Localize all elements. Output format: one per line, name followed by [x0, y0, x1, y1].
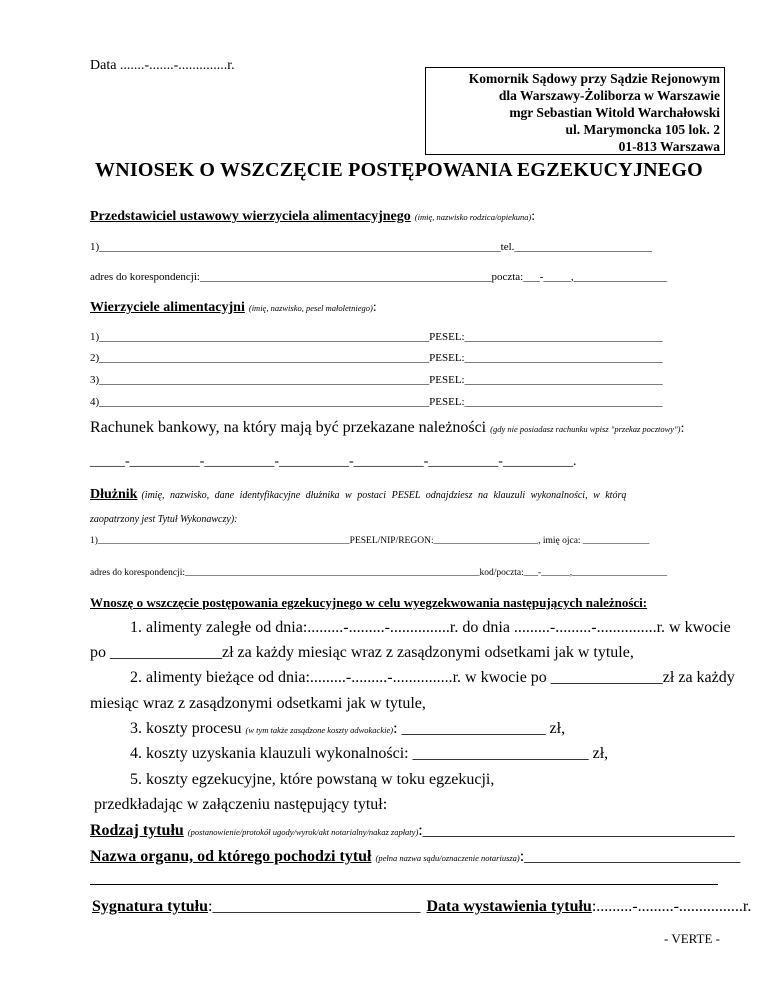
bailiff-address-line: mgr Sebastian Witold Warchałowski	[509, 105, 720, 120]
request-item-3[interactable]	[130, 720, 565, 738]
debtor-address-line[interactable]: adres do korespondencji:______________________________________________________________kod/poczta:___-______,____________________	[90, 568, 668, 578]
colon: :	[531, 209, 536, 224]
issuer-extra-line[interactable]	[90, 884, 718, 885]
creditors-hint: (imię, nazwisko, pesel małoletniego)	[248, 303, 373, 313]
attachment-intro: przedkładając w załączeniu następujący tytuł:	[94, 796, 388, 813]
bank-hint: (gdy nie posiadasz rachunku wpisz "przekaz pocztowy")	[490, 424, 681, 434]
request-item-4[interactable]: 4. koszty uzyskania klauzuli wykonalności: ______________________ zł,	[130, 745, 609, 762]
date-line: Data .......-.......-..............r.	[90, 58, 235, 73]
issue-date-label: Data wystawienia tytułu	[426, 898, 592, 915]
issuer-hint: (pełna nazwa sądu/oznaczenie notariusza)	[375, 853, 520, 863]
colon: :	[680, 421, 685, 436]
debtor-heading: Dłużnik	[90, 487, 138, 502]
creditor-row[interactable]: 2)____________________________________________________________PESEL:____________________________________	[90, 352, 663, 364]
verte-footer: - VERTE -	[663, 931, 720, 946]
title-type-hint: (postanowienie/protokół ugody/wyrok/akt notarialny/nakaz zapłaty)	[187, 827, 419, 837]
bailiff-address-line: 01-813 Warszawa	[618, 139, 720, 154]
bank-row	[90, 419, 684, 437]
representative-heading-row	[90, 207, 535, 225]
representative-heading: Przedstawiciel ustawowy wierzyciela alimentacyjnego	[90, 209, 411, 224]
request-item-2[interactable]: 2. alimenty bieżące od dnia:.........-.........-...............r. w kwocie po ______________zł za każdy	[130, 669, 735, 686]
creditor-row[interactable]: 3)____________________________________________________________PESEL:____________________________________	[90, 374, 663, 386]
representative-hint: (imię, nazwisko rodzica/opiekuna)	[414, 212, 532, 222]
debtor-hint-continuation: zaopatrzony jest Tytuł Wykonawczy):	[90, 514, 238, 525]
colon: :	[372, 300, 377, 315]
issuer-field[interactable]: :___________________________	[519, 848, 741, 865]
bank-label: Rachunek bankowy, na który mają być przekazane należności	[90, 419, 487, 436]
title-type-label: Rodzaj tytułu	[90, 822, 184, 839]
issue-date-field[interactable]: :.........-.........-................r.	[591, 898, 752, 915]
request-item-1[interactable]: 1. alimenty zaległe od dnia:.........-.........-...............r. do dnia .........-.........-...............r. w kwocie	[130, 619, 731, 636]
bank-account-line[interactable]: _____-__________-__________-__________-__________-__________-__________.	[90, 454, 577, 469]
request-item-1-continuation[interactable]: po ______________zł za każdy miesiąc wraz z zasądzonymi odsetkami jak w tytule,	[90, 644, 634, 661]
bailiff-address-line: Komornik Sądowy przy Sądzie Rejonowym	[468, 71, 720, 86]
title-type-row[interactable]	[90, 822, 735, 840]
creditor-row[interactable]: 1)____________________________________________________________PESEL:____________________________________	[90, 331, 663, 343]
item-3-amount[interactable]: : __________________ zł,	[393, 720, 566, 737]
bailiff-address-line: ul. Marymoncka 105 lok. 2	[565, 122, 720, 137]
item-3-hint: (w tym także zasądzone koszty adwokackie)	[245, 725, 394, 735]
representative-line[interactable]: 1)_________________________________________________________________________tel._________________________	[90, 241, 652, 253]
representative-address-line[interactable]: adres do korespondencji:_____________________________________________________poczta:___-_____,_________________	[90, 271, 668, 283]
creditors-heading-row	[90, 298, 377, 316]
debtor-heading-row	[90, 485, 718, 503]
creditors-heading: Wierzyciele alimentacyjni	[90, 300, 245, 315]
title-type-field[interactable]: :_______________________________________	[418, 822, 735, 839]
issuer-label: Nazwa organu, od którego pochodzi tytuł	[90, 848, 372, 865]
bailiff-address-line: dla Warszawy-Żoliborza w Warszawie	[498, 88, 720, 103]
item-3-label: 3. koszty procesu	[130, 720, 242, 737]
signature-field[interactable]: :__________________________	[208, 898, 421, 915]
request-heading: Wnoszę o wszczęcie postępowania egzekucyjnego w celu wyegzekwowania następujących należności:	[90, 595, 648, 610]
document-title: WNIOSEK O WSZCZĘCIE POSTĘPOWANIA EGZEKUCYJNEGO	[95, 159, 703, 181]
request-item-5: 5. koszty egzekucyjne, które powstaną w toku egzekucji,	[130, 771, 495, 788]
request-item-2-continuation: miesiąc wraz z zasądzonymi odsetkami jak w tytule,	[90, 695, 426, 712]
signature-label: Sygnatura tytułu	[92, 898, 209, 915]
signature-row[interactable]	[92, 898, 751, 916]
creditor-row[interactable]: 4)____________________________________________________________PESEL:____________________________________	[90, 396, 663, 408]
debtor-hint: (imię, nazwisko, dane identyfikacyjne dłużnika w postaci PESEL odnajdziesz na klauzuli wykonalności, w którą	[141, 490, 627, 501]
issuer-row[interactable]	[90, 848, 740, 866]
bailiff-address-box	[425, 67, 725, 155]
debtor-line[interactable]: 1)_____________________________________________________PESEL/NIP/REGON:______________________, imię ojca: ______________	[90, 536, 650, 546]
